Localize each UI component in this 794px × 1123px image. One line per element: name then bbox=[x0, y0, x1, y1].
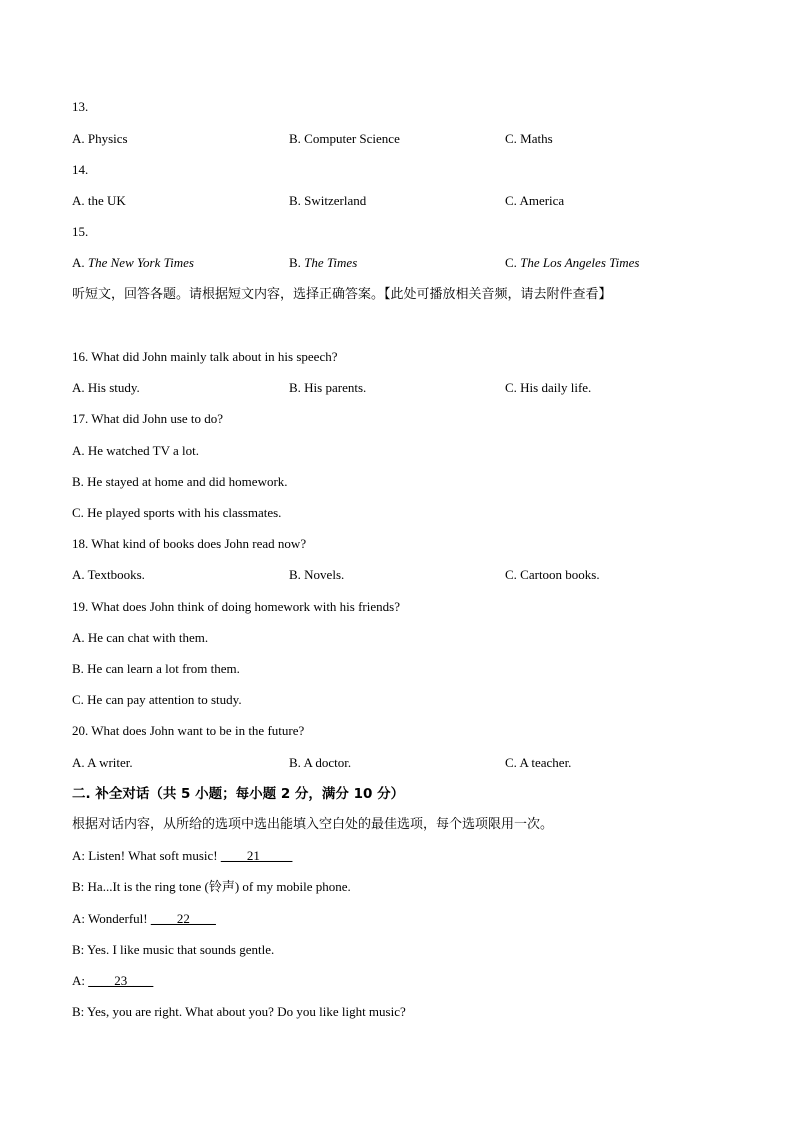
q20-option-b: B. A doctor. bbox=[289, 755, 352, 770]
q18-option-c: C. Cartoon books. bbox=[505, 567, 600, 582]
answer-blank-21: ____21_____ bbox=[220, 848, 293, 863]
question-16-stem: 16. What did John mainly talk about in his speech? bbox=[72, 349, 338, 364]
q20-option-a: A. A writer. bbox=[72, 755, 133, 770]
question-20-stem: 20. What does John want to be in the future? bbox=[72, 723, 305, 738]
question-17-stem: 17. What did John use to do? bbox=[72, 411, 224, 426]
q18-option-a: A. Textbooks. bbox=[72, 567, 145, 582]
q19-option-a: A. He can chat with them. bbox=[72, 630, 209, 645]
dialogue-line: B: Yes. I like music that sounds gentle. bbox=[72, 942, 275, 957]
q17-option-c: C. He played sports with his classmates. bbox=[72, 505, 282, 520]
question-19-stem: 19. What does John think of doing homework with his friends? bbox=[72, 599, 400, 614]
q16-option-c: C. His daily life. bbox=[505, 380, 592, 395]
q15-option-c: C. The Los Angeles Times bbox=[505, 255, 640, 270]
passage-instruction: 听短文，回答各题。请根据短文内容，选择正确答案。【此处可播放相关音频，请去附件查看】 bbox=[72, 287, 612, 302]
q19-option-b: B. He can learn a lot from them. bbox=[72, 661, 240, 676]
q14-option-a: A. the UK bbox=[72, 193, 126, 208]
q13-option-a: A. Physics bbox=[72, 131, 128, 146]
dialogue-line: A: Wonderful! ____22____ bbox=[72, 911, 216, 926]
q18-option-b: B. Novels. bbox=[289, 567, 345, 582]
question-18-stem: 18. What kind of books does John read now? bbox=[72, 536, 307, 551]
q15-option-a: A. The New York Times bbox=[72, 255, 194, 270]
question-number-14: 14. bbox=[72, 162, 89, 177]
dialogue-line: B: Yes, you are right. What about you? Do you like light music? bbox=[72, 1004, 406, 1019]
q16-option-a: A. His study. bbox=[72, 380, 140, 395]
q15-option-b: B. The Times bbox=[289, 255, 358, 270]
dialogue-line: B: Ha...It is the ring tone (铃声) of my mobile phone. bbox=[72, 879, 351, 894]
q14-option-c: C. America bbox=[505, 193, 565, 208]
q13-option-b: B. Computer Science bbox=[289, 131, 400, 146]
q14-option-b: B. Switzerland bbox=[289, 193, 367, 208]
question-number-15: 15. bbox=[72, 224, 89, 239]
q19-option-c: C. He can pay attention to study. bbox=[72, 692, 242, 707]
answer-blank-23: ____23____ bbox=[88, 973, 154, 988]
dialogue-line: A: ____23____ bbox=[72, 973, 154, 988]
question-number-13: 13. bbox=[72, 99, 89, 114]
q17-option-b: B. He stayed at home and did homework. bbox=[72, 474, 288, 489]
q17-option-a: A. He watched TV a lot. bbox=[72, 443, 199, 458]
section-2-instruction: 根据对话内容，从所给的选项中选出能填入空白处的最佳选项，每个选项限用一次。 bbox=[72, 817, 554, 832]
q16-option-b: B. His parents. bbox=[289, 380, 367, 395]
q13-option-c: C. Maths bbox=[505, 131, 553, 146]
dialogue-line: A: Listen! What soft music! ____21_____ bbox=[72, 848, 293, 863]
answer-blank-22: ____22____ bbox=[150, 911, 216, 926]
q20-option-c: C. A teacher. bbox=[505, 755, 572, 770]
section-2-heading: 二. 补全对话（共 5 小题；每小题 2 分，满分 10 分） bbox=[72, 786, 405, 802]
